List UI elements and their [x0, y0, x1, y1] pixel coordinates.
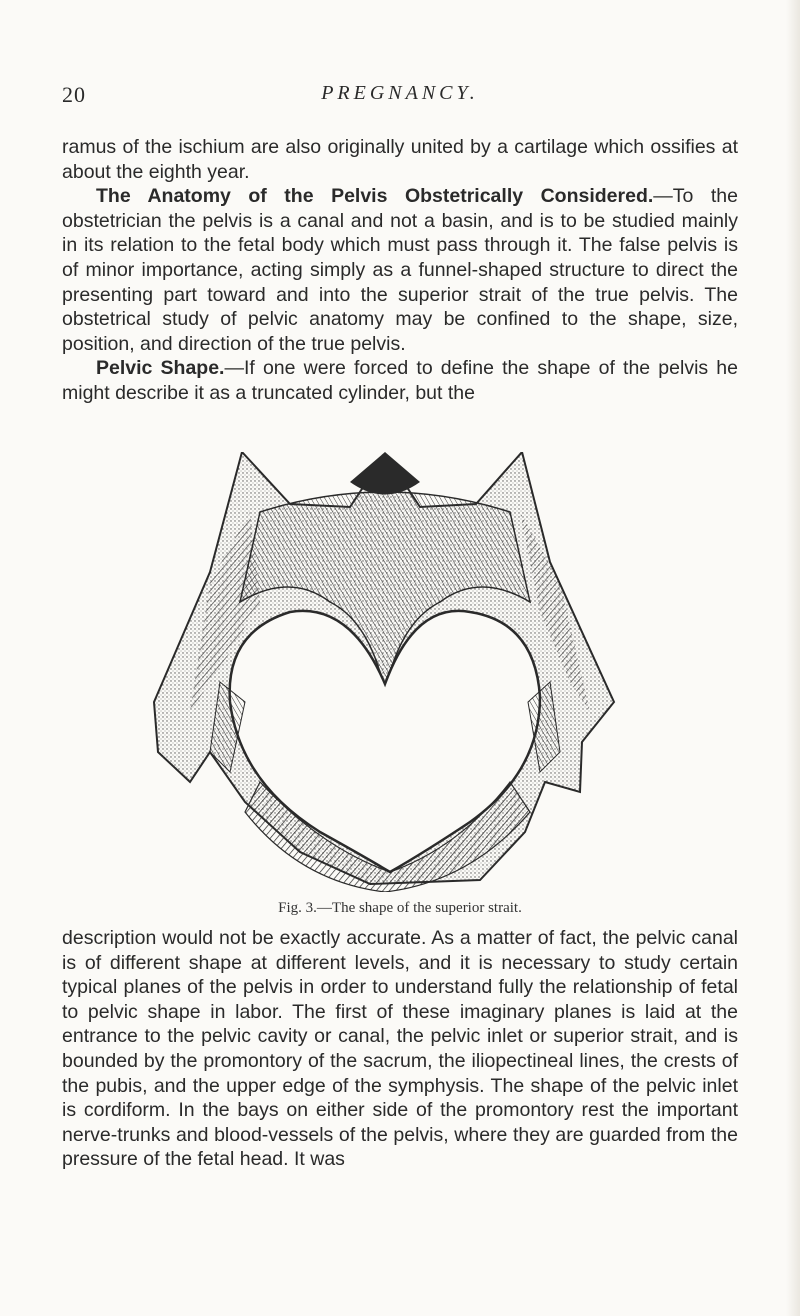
pelvis-illustration — [150, 452, 620, 892]
pelvis-drawing — [150, 452, 620, 892]
promontory — [350, 452, 420, 495]
body-text-top — [62, 135, 738, 406]
paragraph — [62, 184, 738, 356]
page-edge-shadow — [786, 0, 800, 1316]
paragraph: description would not be exactly accurate. As a matter of fact, the pelvic canal is of different shape at different levels, and it is necessary to study certain typical planes of the pelvis in order to understand fully the relationship of fetal to pelvic shape in labor. The first of these imaginary planes is laid at the entrance to the pelvic cavity or canal, the pelvic inlet or superior strait, and is bounded by the promontory of the sacrum, the iliopectineal lines, the crests of the pubis, and the upper edge of the symphysis. The shape of the pelvic inlet is cordiform. In the bays on either side of the promontory rest the important nerve-trunks and blood-vessels of the pelvis, where they are guarded from the pressure of the fetal head. It was — [62, 927, 738, 1171]
page-header — [62, 82, 738, 112]
page-number: 20 — [62, 82, 86, 107]
paragraph: ramus of the ischium are also originally united by a cartilage which ossifies at about the eighth year. — [62, 136, 738, 183]
figure-caption: Fig. 3.—The shape of the superior strait. — [278, 900, 522, 916]
body-text-bottom — [62, 926, 738, 1172]
section-heading: Pelvic Shape. — [96, 357, 225, 380]
paragraph — [62, 356, 738, 405]
running-head: PREGNANCY. — [321, 82, 479, 104]
paragraph-text: —If one were forced to define the shape of the pelvis he might describe it as a truncated cylinder, but the — [62, 357, 738, 404]
paragraph-text: —To the obstetrician the pelvis is a canal and not a basin, and is to be studied mainly in its relation to the fetal body which must pass through it. The false pelvis is of minor importance, acting simply as a funnel-shaped structure to direct the presenting part toward and into the superior strait of the true pelvis. The obstetrical study of pelvic anatomy may be confined to the shape, size, position, and direction of the true pelvis. — [62, 185, 738, 355]
section-heading: The Anatomy of the Pelvis Obstetrically Considered. — [96, 185, 654, 208]
